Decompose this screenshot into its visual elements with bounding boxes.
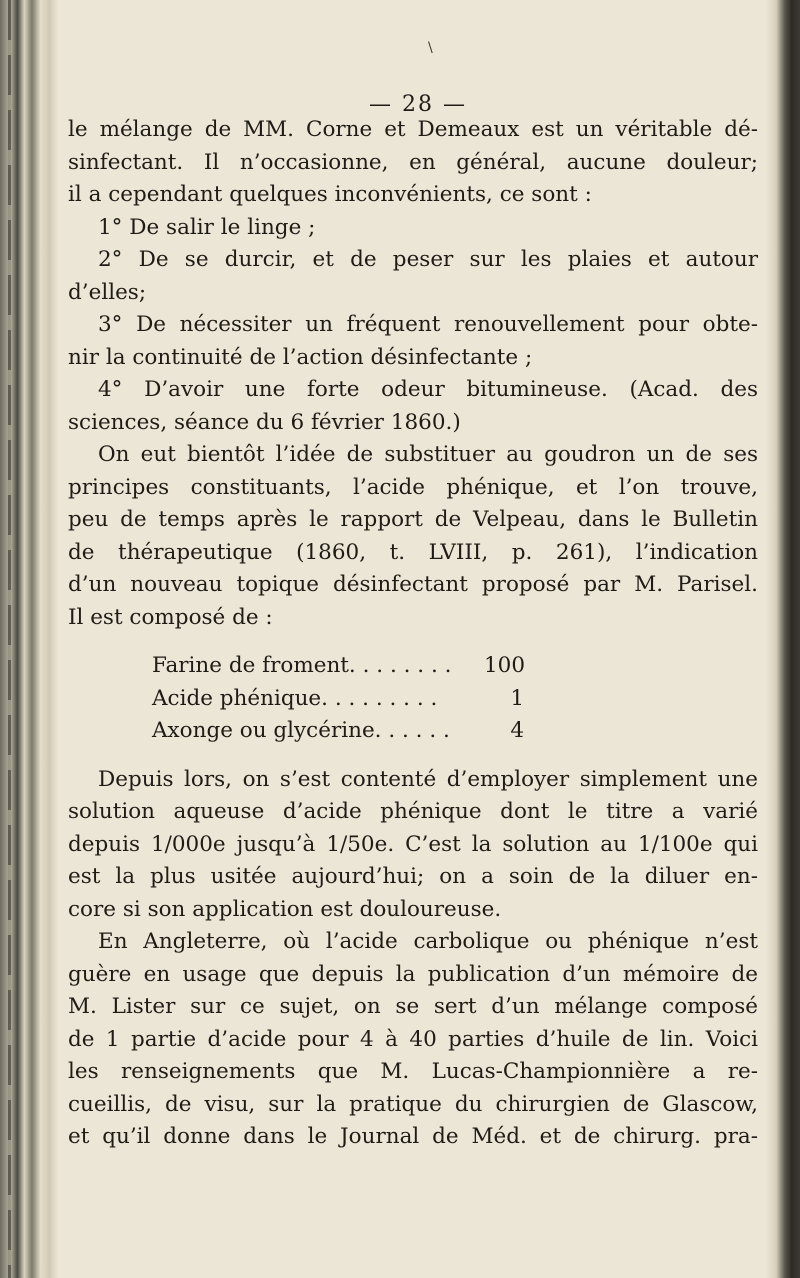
recipe-quantity: 100 <box>484 653 526 678</box>
page-number: — 28 — <box>369 92 467 117</box>
text-line: d’elles; <box>68 279 147 305</box>
text-line: 3° De nécessiter un fréquent renouvellement pour obte- <box>98 312 758 337</box>
recipe-quantity: 1 <box>510 685 524 711</box>
text-line: En Angleterre, où l’acide carbolique ou phénique n’est <box>98 929 758 954</box>
recipe-quantity: 4 <box>510 718 524 743</box>
text-line: Depuis lors, on s’est contenté d’employer simplement une <box>98 766 758 792</box>
text-line: peu de temps après le rapport de Velpeau, dans le Bulletin <box>68 507 758 532</box>
page-text <box>68 114 768 1154</box>
text-line: guère en usage que depuis la publication d’un mémoire de <box>68 961 758 987</box>
text-line: 1° De salir le linge ; <box>98 214 316 240</box>
recipe-ingredient: Acide phénique. . . . . . . . . <box>152 685 438 711</box>
book-binding-gutter <box>0 0 58 1278</box>
text-line: de 1 partie d’acide pour 4 à 40 parties d’huile de lin. Voici <box>68 1026 758 1052</box>
recipe-row <box>68 715 524 748</box>
text-line: le mélange de MM. Corne et Demeaux est un véritable dé- <box>68 117 758 142</box>
text-line: sciences, séance du 6 février 1860.) <box>68 409 461 435</box>
text-line: d’un nouveau topique désinfectant proposé par M. Parisel. <box>68 572 758 597</box>
text-line: de thérapeutique (1860, t. LVIII, p. 261), l’indication <box>68 539 758 565</box>
text-line: il a cependant quelques inconvénients, ce sont : <box>68 182 592 207</box>
text-line: core si son application est douloureuse. <box>68 896 502 922</box>
recipe-table <box>68 650 768 748</box>
text-line: cueillis, de visu, sur la pratique du chirurgien de Glascow, <box>68 1091 758 1117</box>
text-line: depuis 1/000e jusqu’à 1/50e. C’est la solution au 1/100e qui <box>68 831 758 857</box>
text-line: M. Lister sur ce sujet, on se sert d’un mélange composé <box>68 994 758 1019</box>
book-page <box>68 0 768 1278</box>
recipe-ingredient: Farine de froment. . . . . . . . <box>152 653 452 678</box>
page-edge-shadow <box>766 0 800 1278</box>
recipe-row <box>68 683 524 716</box>
recipe-row <box>68 650 524 683</box>
text-line: 2° De se durcir, et de peser sur les plaies et autour <box>98 247 758 272</box>
page-mark: \ <box>428 40 433 56</box>
text-line: les renseignements que M. Lucas-Championnière a re- <box>68 1059 758 1084</box>
text-line: sinfectant. Il n’occasionne, en général, aucune douleur; <box>68 149 758 175</box>
text-line: et qu’il donne dans le Journal de Méd. et de chirurg. pra- <box>68 1124 758 1149</box>
text-line: On eut bientôt l’idée de substituer au goudron un de ses <box>98 442 758 467</box>
text-line: nir la continuité de l’action désinfectante ; <box>68 344 533 370</box>
text-line: principes constituants, l’acide phénique, et l’on trouve, <box>68 474 758 500</box>
text-line: 4° D’avoir une forte odeur bitumineuse. (Acad. des <box>98 377 758 402</box>
text-line: Il est composé de : <box>68 604 273 630</box>
recipe-ingredient: Axonge ou glycérine. . . . . . <box>152 718 450 743</box>
text-line: solution aqueuse d’acide phénique dont le titre a varié <box>68 799 758 824</box>
text-line: est la plus usitée aujourd’hui; on a soin de la diluer en- <box>68 864 758 889</box>
